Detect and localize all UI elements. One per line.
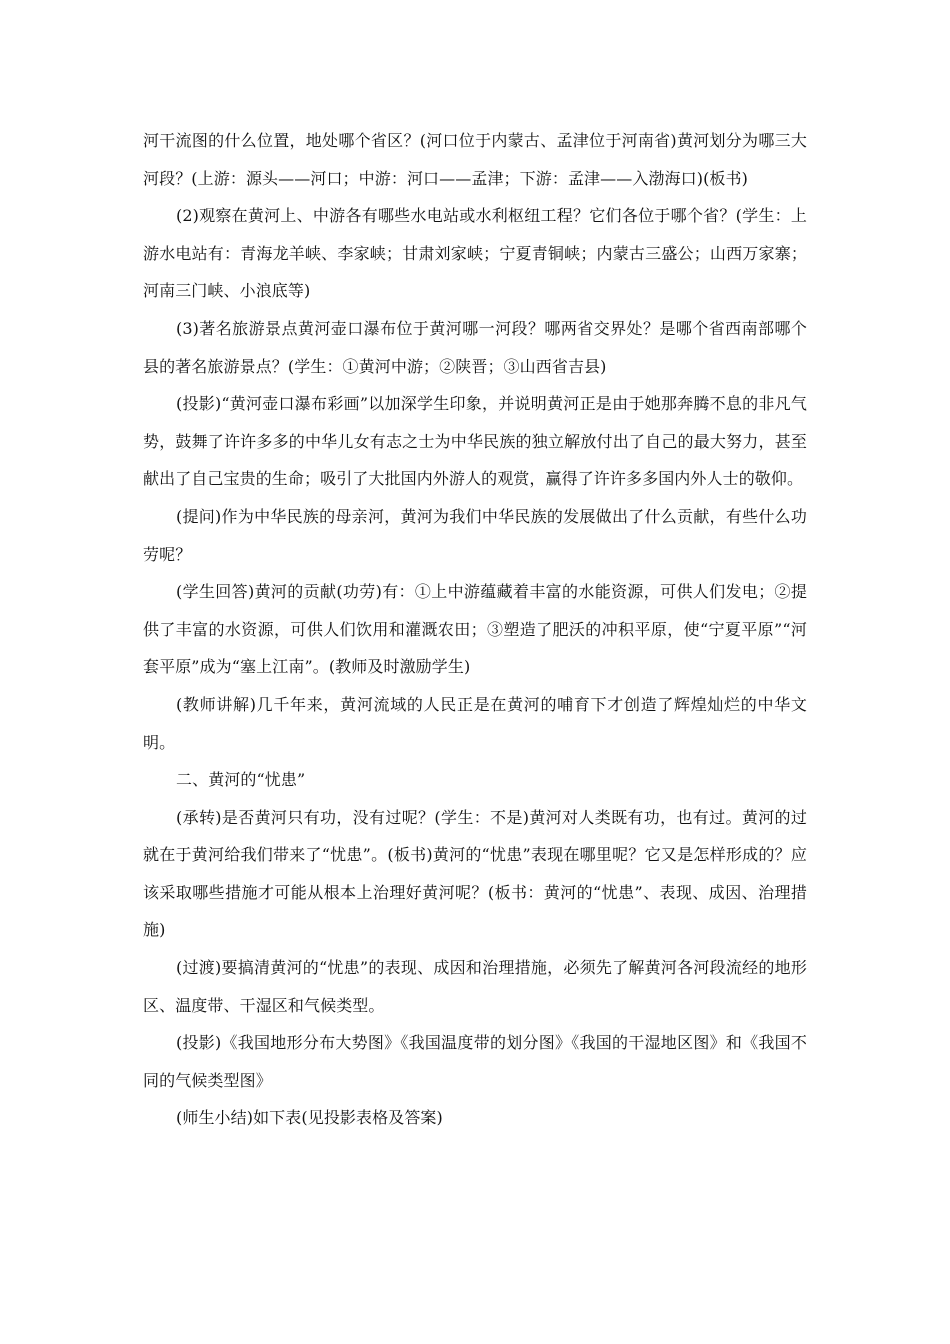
paragraph-10: (过渡)要搞清黄河的“忧患”的表现、成因和治理措施，必须先了解黄河各河段流经的地形区、温度带、干湿区和气候类型。 <box>143 958 807 1015</box>
paragraph-11: (投影)《我国地形分布大势图》《我国温度带的划分图》《我国的干湿地区图》和《我国不同的气候类型图》 <box>143 1033 807 1090</box>
paragraph-12: (师生小结)如下表(见投影表格及答案) <box>176 1108 443 1128</box>
paragraph-3: (3)著名旅游景点黄河壶口瀑布位于黄河哪一河段？哪两省交界处？是哪个省西南部哪个县的著名旅游景点？(学生：①黄河中游；②陕晋；③山西省吉县) <box>143 318 807 376</box>
paragraph-1: 河干流图的什么位置，地处哪个省区？(河口位于内蒙古、孟津位于河南省)黄河划分为哪三大河段？(上游：源头——河口；中游：河口——孟津；下游：孟津——入渤海口)(板书) <box>143 131 807 188</box>
paragraph-5: (提问)作为中华民族的母亲河，黄河为我们中华民族的发展做出了什么贡献，有些什么功劳呢？ <box>143 506 807 564</box>
paragraph-4: (投影)“黄河壶口瀑布彩画”以加深学生印象，并说明黄河正是由于她那奔腾不息的非凡气势，鼓舞了许许多多的中华儿女有志之士为中华民族的独立解放付出了自己的最大努力，甚至献出了自己宝贵的生命；吸引了大批国内外游人的观赏，赢得了许许多多国内外人士的敬仰。 <box>143 394 807 489</box>
section-heading: 二、黄河的“忧患” <box>176 770 306 790</box>
paragraph-7: (教师讲解)几千年来，黄河流域的人民正是在黄河的哺育下才创造了辉煌灿烂的中华文明。 <box>143 694 807 752</box>
document-page <box>143 122 807 1137</box>
paragraph-2: (2)观察在黄河上、中游各有哪些水电站或水利枢纽工程？它们各位于哪个省？(学生：上游水电站有：青海龙羊峡、李家峡；甘肃刘家峡；宁夏青铜峡；内蒙古三盛公；山西万家寨；河南三门峡、小浪底等) <box>143 206 807 301</box>
paragraph-6: (学生回答)黄河的贡献(功劳)有：①上中游蕴藏着丰富的水能资源，可供人们发电；②提供了丰富的水资源，可供人们饮用和灌溉农田；③塑造了肥沃的冲积平原，使“宁夏平原”“河套平原”成为“塞上江南”。(教师及时激励学生) <box>143 582 807 677</box>
paragraph-9: (承转)是否黄河只有功，没有过呢？(学生：不是)黄河对人类既有功，也有过。黄河的过就在于黄河给我们带来了“忧患”。(板书)黄河的“忧患”表现在哪里呢？它又是怎样形成的？应该采取哪些措施才可能从根本上治理好黄河呢？(板书：黄河的“忧患”、表现、成因、治理措施) <box>143 807 807 940</box>
